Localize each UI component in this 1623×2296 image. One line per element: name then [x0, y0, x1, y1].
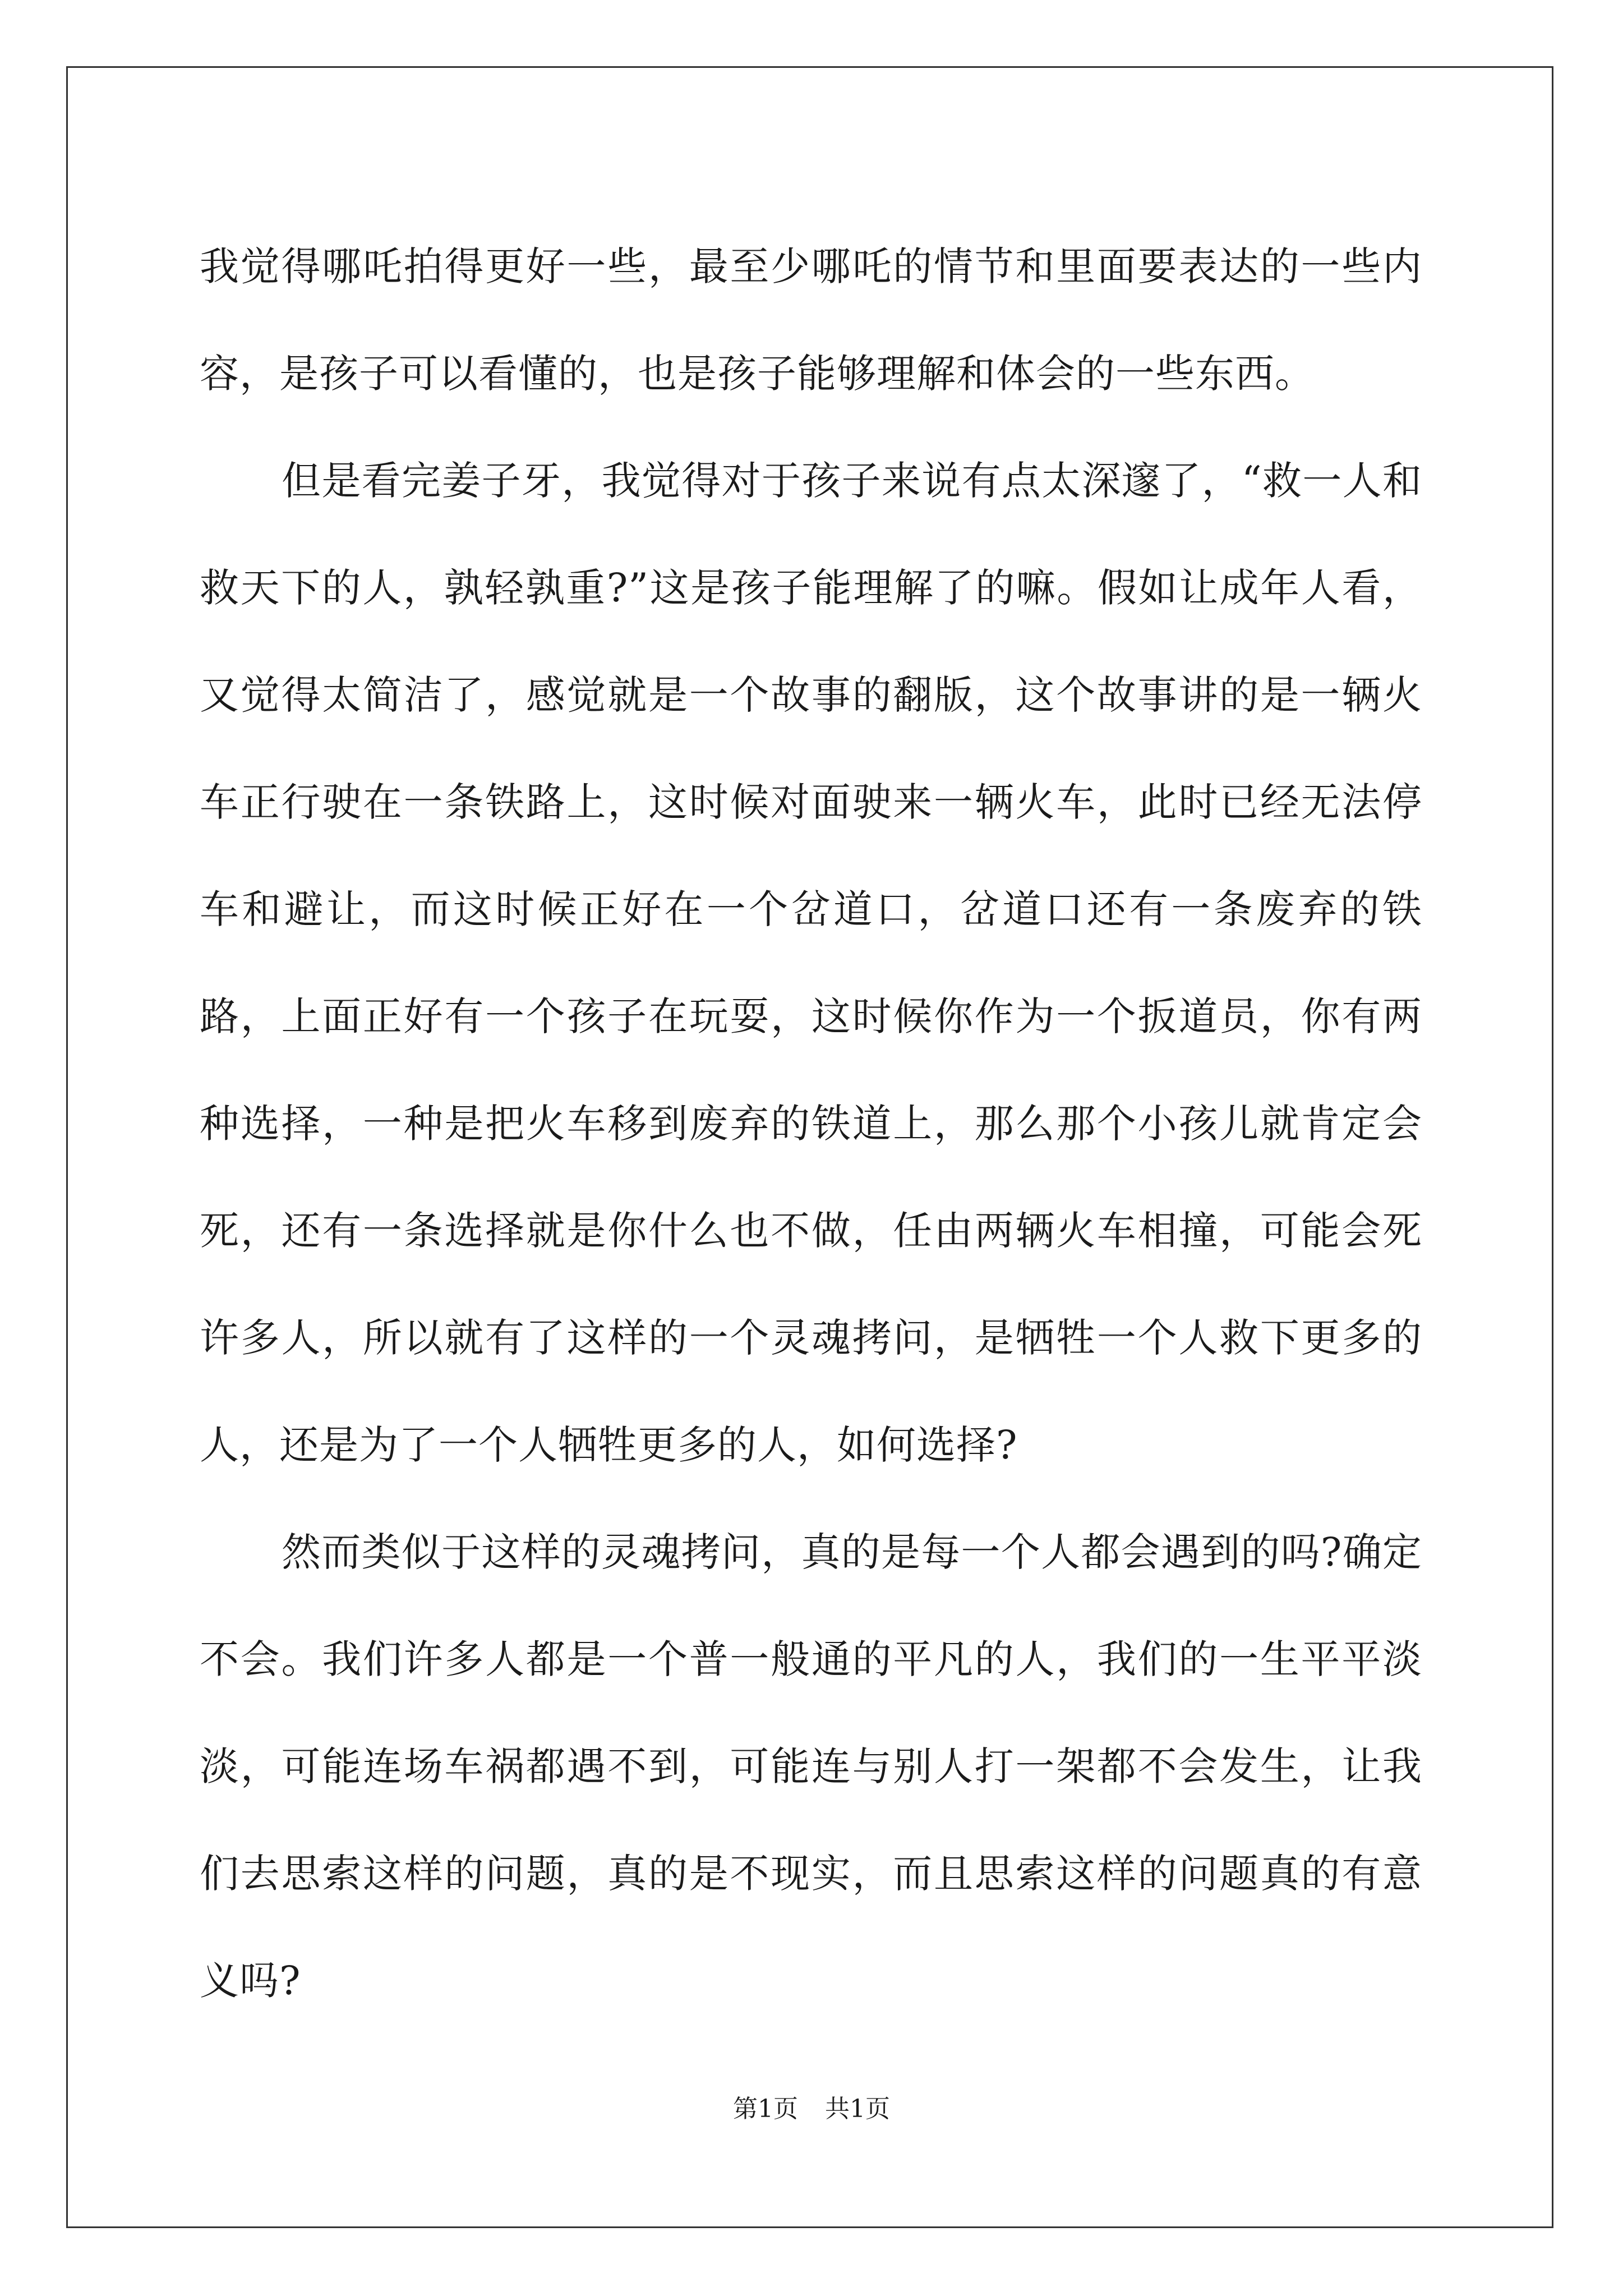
page-footer [0, 2092, 1623, 2126]
paragraph-3: 然而类似于这样的灵魂拷问，真的是每一个人都会遇到的吗?确定不会。我们许多人都是一个普一般通的平凡的人，我们的一生平平淡淡，可能连场车祸都遇不到，可能连与别人打一架都不会发生，让我们去思索这样的问题，真的是不现实，而且思索这样的问题真的有意义吗? [200, 1529, 1422, 2004]
page-number-total: 共1页 [825, 2095, 890, 2123]
document-body [200, 213, 1422, 2035]
paragraph-2: 但是看完姜子牙，我觉得对于孩子来说有点太深邃了，“救一人和救天下的人，孰轻孰重?”这是孩子能理解了的嘛。假如让成年人看，又觉得太简洁了，感觉就是一个故事的翻版，这个故事讲的是一辆火车正行驶在一条铁路上，这时候对面驶来一辆火车，此时已经无法停车和避让，而这时候正好在一个岔道口，岔道口还有一条废弃的铁路，上面正好有一个孩子在玩耍，这时候你作为一个扳道员，你有两种选择，一种是把火车移到废弃的铁道上，那么那个小孩儿就肯定会死，还有一条选择就是你什么也不做，任由两辆火车相撞，可能会死许多人，所以就有了这样的一个灵魂拷问，是牺牲一个人救下更多的人，还是为了一个人牺牲更多的人，如何选择? [200, 458, 1422, 1468]
paragraph-1: 我觉得哪吒拍得更好一些，最至少哪吒的情节和里面要表达的一些内容，是孩子可以看懂的，也是孩子能够理解和体会的一些东西。 [200, 243, 1422, 397]
page-number-current: 第1页 [733, 2095, 798, 2123]
